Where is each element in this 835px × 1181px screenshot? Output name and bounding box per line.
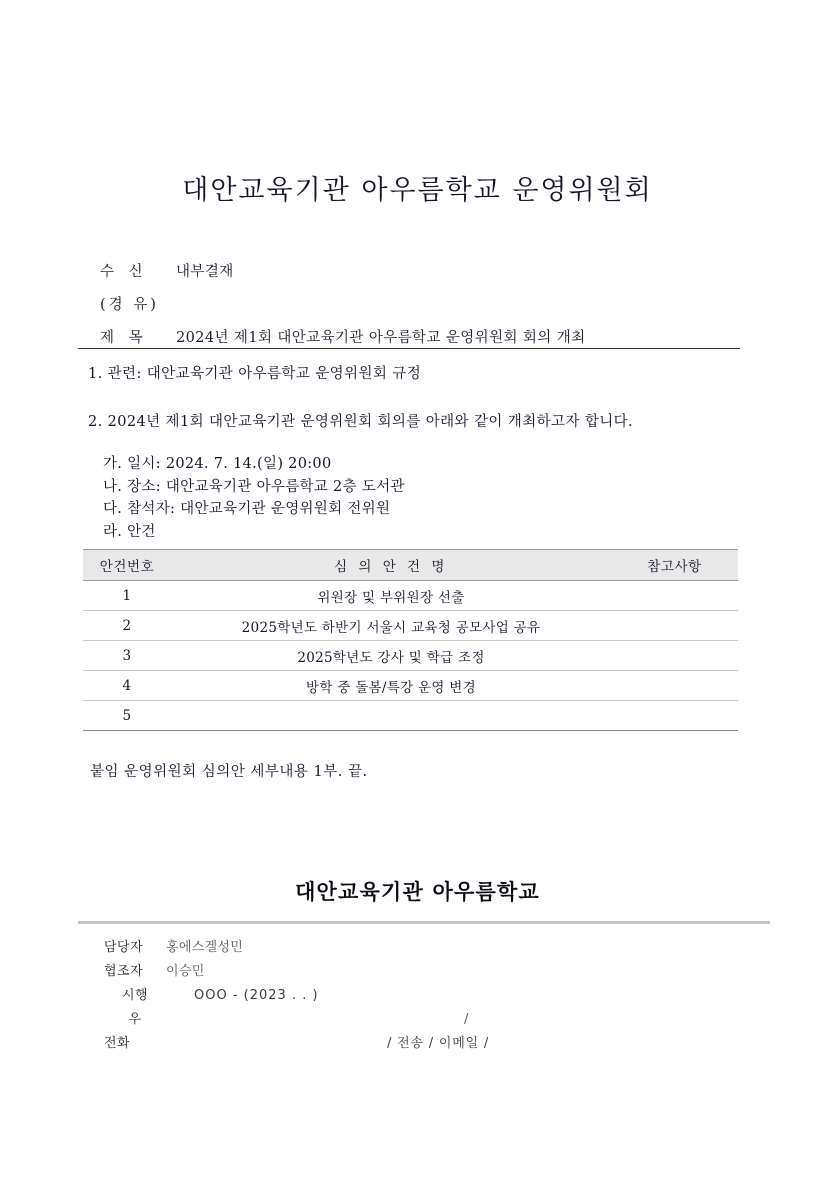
page-title: 대안교육기관 아우름학교 운영위원회 <box>182 175 653 206</box>
body-sub-list <box>103 453 768 543</box>
agenda-table-head <box>83 550 738 581</box>
cell-no: 2 <box>83 611 171 641</box>
body-item-1: 1. 관련: 대안교육기관 아우름학교 운영위원회 규정 <box>88 366 422 382</box>
cell-note <box>611 641 738 671</box>
attachment-line: 붙임 운영위원회 심의안 세부내용 1부. 끝. <box>90 764 368 780</box>
postal-value: / <box>464 1012 469 1027</box>
table-row <box>83 641 738 671</box>
via-label: (경 유) <box>100 297 159 313</box>
column-header-note: 참고사항 <box>611 550 738 581</box>
table-row <box>83 611 738 641</box>
subject-value: 2024년 제1회 대안교육기관 아우름학교 운영위원회 회의 개최 <box>176 330 586 346</box>
cell-title: 방학 중 돌봄/특강 운영 변경 <box>171 671 611 701</box>
cell-title: 위원장 및 부위원장 선출 <box>171 581 611 611</box>
footer-issue-row <box>104 984 764 1008</box>
sub-item-date: 가. 일시: 2024. 7. 14.(일) 20:00 <box>103 456 332 472</box>
footer-manager-row <box>104 936 764 960</box>
document-body <box>88 362 768 543</box>
via-row <box>100 289 750 322</box>
cell-note <box>611 671 738 701</box>
recipient-label: 수 신 <box>100 264 148 280</box>
subject-label: 제 목 <box>100 330 148 346</box>
column-header-no: 안건번호 <box>83 550 171 581</box>
cell-no: 1 <box>83 581 171 611</box>
footer-info <box>104 936 764 1056</box>
cooperator-value: 이승민 <box>166 964 205 979</box>
cell-note <box>611 581 738 611</box>
agenda-table <box>83 549 738 731</box>
header-fields <box>100 256 750 355</box>
footer-postal-row <box>104 1008 764 1032</box>
cell-title <box>171 701 611 731</box>
table-header-row <box>83 550 738 581</box>
issue-value: OOO - (2023 . . ) <box>194 988 319 1003</box>
cell-no: 5 <box>83 701 171 731</box>
cell-no: 3 <box>83 641 171 671</box>
manager-label: 담당자 <box>104 940 144 955</box>
cell-note <box>611 701 738 731</box>
recipient-row <box>100 256 750 289</box>
footer-divider <box>78 921 770 924</box>
cell-title: 2025학년도 하반기 서울시 교육청 공모사업 공유 <box>171 611 611 641</box>
footer-cooperator-row <box>104 960 764 984</box>
issue-label: 시행 <box>121 988 149 1003</box>
sub-item-agenda: 라. 안건 <box>103 523 156 540</box>
postal-label: 우 <box>128 1012 142 1027</box>
table-row <box>83 671 738 701</box>
column-header-title: 심 의 안 건 명 <box>171 550 611 581</box>
header-divider <box>78 348 740 349</box>
phone-label: 전화 <box>104 1036 131 1051</box>
table-row <box>83 701 738 731</box>
table-row <box>83 581 738 611</box>
cell-title: 2025학년도 강사 및 학급 조정 <box>171 641 611 671</box>
recipient-value: 내부결재 <box>176 264 234 280</box>
cell-no: 4 <box>83 671 171 701</box>
sub-item-location: 나. 장소: 대안교육기관 아우름학교 2층 도서관 <box>103 478 405 495</box>
sub-item-attendees: 다. 참석자: 대안교육기관 운영위원회 전위원 <box>103 501 391 517</box>
subject-row <box>100 322 750 355</box>
footer-phone-row <box>104 1032 764 1056</box>
cell-note <box>611 611 738 641</box>
cooperator-label: 협조자 <box>104 964 144 979</box>
organization-name: 대안교육기관 아우름학교 <box>295 880 540 904</box>
phone-value: / 전송 / 이메일 / <box>387 1036 490 1051</box>
body-item-2: 2. 2024년 제1회 대안교육기관 운영위원회 회의를 아래와 같이 개최하고자 합니다. <box>88 414 634 430</box>
manager-value: 홍에스겔성민 <box>166 940 244 955</box>
agenda-table-body <box>83 581 738 731</box>
